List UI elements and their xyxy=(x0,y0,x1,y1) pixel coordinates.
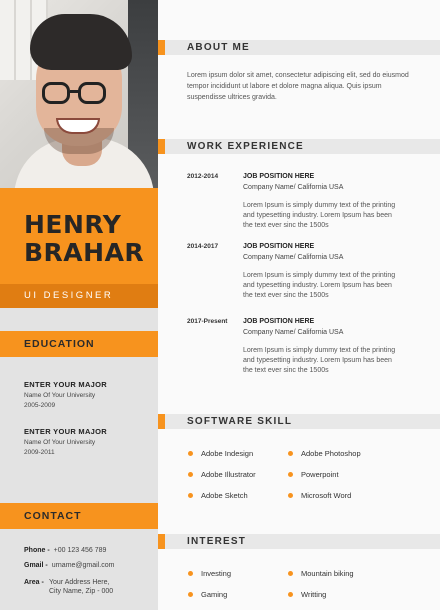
interest-item: Gaming xyxy=(188,590,227,599)
education-years: 2005-2009 xyxy=(24,402,56,409)
software-heading-bar xyxy=(158,414,440,429)
interest-heading: INTEREST xyxy=(187,536,247,547)
accent-marker xyxy=(158,414,165,429)
area-line-1: Your Address Here, xyxy=(49,579,110,586)
job-company: Company Name/ California USA xyxy=(243,254,344,261)
about-text: Lorem ipsum dolor sit amet, consectetur adipiscing elit, sed do eiusmod tempor incididunt ut labore et dolore magna aliqua. Quis ipsum suspendisse ultrices gravida. xyxy=(187,72,409,101)
skill-item: Microsoft Word xyxy=(288,491,351,500)
contact-heading-bar xyxy=(0,503,158,529)
bullet-dot-icon xyxy=(188,493,193,498)
job-description: Lorem Ipsum is simply dummy text of the printing and typesetting industry. Lorem Ipsum has been the text ever sinc the 1500s xyxy=(243,202,396,229)
education-item xyxy=(24,427,154,456)
bullet-dot-icon xyxy=(188,571,193,576)
bullet-dot-icon xyxy=(288,493,293,498)
experience-heading-bar xyxy=(158,139,440,154)
interest-heading-bar xyxy=(158,534,440,549)
education-years: 2009-2011 xyxy=(24,449,55,456)
bullet-dot-icon xyxy=(288,451,293,456)
contact-area xyxy=(24,579,44,586)
accent-marker xyxy=(158,534,165,549)
gmail-label: Gmail - xyxy=(24,562,48,569)
interest-item: Writting xyxy=(288,590,326,599)
job-years: 2012-2014 xyxy=(187,173,219,180)
education-university: Name Of Your University xyxy=(24,392,96,399)
job-company: Company Name/ California USA xyxy=(243,329,344,336)
job-title-bar xyxy=(0,284,158,308)
area-label: Area - xyxy=(24,579,44,586)
gmail-value: urname@gmail.com xyxy=(51,562,115,569)
first-name: HENRY xyxy=(24,210,122,239)
education-item xyxy=(24,380,154,409)
education-heading: EDUCATION xyxy=(24,338,95,350)
interest-item: Investing xyxy=(188,569,231,578)
contact-heading: CONTACT xyxy=(24,510,82,522)
interest-item: Mountain biking xyxy=(288,569,354,578)
skill-item: Powerpoint xyxy=(288,470,339,479)
education-major: ENTER YOUR MAJOR xyxy=(24,427,108,436)
skill-item: Adobe Photoshop xyxy=(288,449,361,458)
accent-marker xyxy=(158,40,165,55)
area-line-2: City Name, Zip - 000 xyxy=(49,588,114,595)
education-heading-bar xyxy=(0,331,158,357)
contact-gmail xyxy=(24,562,114,569)
name-block xyxy=(0,188,158,284)
contact-phone xyxy=(24,547,106,554)
job-years: 2014-2017 xyxy=(187,243,219,250)
skill-item: Adobe Sketch xyxy=(188,491,248,500)
about-heading-bar xyxy=(158,40,440,55)
software-heading: SOFTWARE SKILL xyxy=(187,416,293,427)
skill-item: Adobe Indesign xyxy=(188,449,253,458)
bullet-dot-icon xyxy=(288,592,293,597)
last-name: BRAHAR xyxy=(24,238,145,267)
job-company: Company Name/ California USA xyxy=(243,184,344,191)
experience-heading: WORK EXPERIENCE xyxy=(187,141,304,152)
education-major: ENTER YOUR MAJOR xyxy=(24,380,108,389)
about-heading: ABOUT ME xyxy=(187,42,250,53)
skill-item: Adobe Illustrator xyxy=(188,470,256,479)
job-position: JOB POSITION HERE xyxy=(243,318,315,325)
job-position: JOB POSITION HERE xyxy=(243,243,315,250)
accent-marker xyxy=(158,139,165,154)
profile-photo xyxy=(0,0,158,188)
bullet-dot-icon xyxy=(188,592,193,597)
bullet-dot-icon xyxy=(188,451,193,456)
job-description: Lorem Ipsum is simply dummy text of the printing and typesetting industry. Lorem Ipsum has been the text ever sinc the 1500s xyxy=(243,347,396,374)
job-title: UI DESIGNER xyxy=(24,290,114,301)
job-position: JOB POSITION HERE xyxy=(243,173,315,180)
phone-value: +00 123 456 789 xyxy=(53,547,107,554)
job-years: 2017-Present xyxy=(187,318,228,325)
bullet-dot-icon xyxy=(288,472,293,477)
bullet-dot-icon xyxy=(288,571,293,576)
job-description: Lorem Ipsum is simply dummy text of the printing and typesetting industry. Lorem Ipsum has been the text ever sinc the 1500s xyxy=(243,272,396,299)
bullet-dot-icon xyxy=(188,472,193,477)
phone-label: Phone - xyxy=(24,547,50,554)
education-university: Name Of Your University xyxy=(24,439,96,446)
